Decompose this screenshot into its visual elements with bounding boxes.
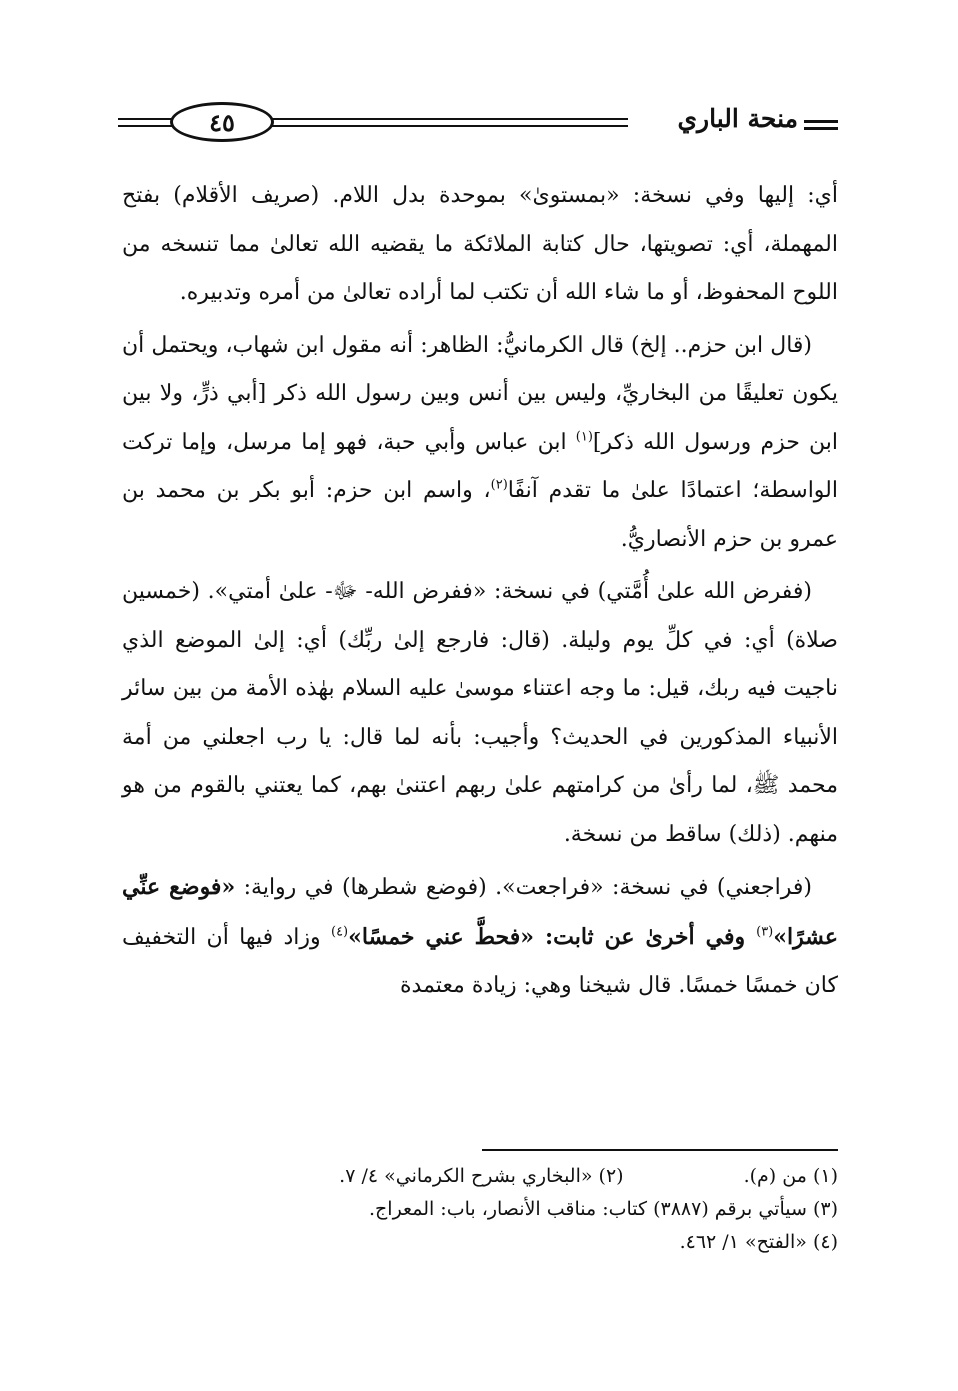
header-rule-left — [118, 118, 178, 132]
running-title: منحة الباري — [677, 104, 798, 133]
footnote-2: (٢) «البخاري بشرح الكرماني» ٤/ ٧. — [339, 1165, 624, 1187]
footnote-separator — [482, 1149, 838, 1151]
footnote-ref-3: (٣) — [756, 924, 774, 940]
footnote-1: (١) من (م). — [743, 1165, 838, 1187]
paragraph-2 — [122, 322, 838, 565]
paragraph-3: (ففرض الله علىٰ أُمَّتي) في نسخة: «ففرض الله- ﷻ- علىٰ أمتي». (خمسين صلاة) أي: في كلِّ يوم وليلة. (قال: فارجع إلىٰ ربِّك) أي: إلىٰ الموضع الذي ناجيت فيه ربك، قيل: ما وجه اعتناء موسىٰ عليه السلام بهٰذه الأمة من بين سائر الأنبياء المذكورين في الحديث؟ وأجيب: بأنه لما قال: يا رب اجعلني من أمة محمد ﷺ، لما رأىٰ من كرامتهم علىٰ ربهم اعتنىٰ بهم، كما يعتني بالقوم من هو منهم. (ذلك) ساقط من نسخة. — [122, 579, 838, 847]
header-rule-right — [266, 118, 628, 132]
paragraph-4-text-a: (فراجعني) في نسخة: «فراجعت». (فوضع شطرها) في رواية: — [235, 875, 812, 900]
paragraph-2-text-a: (قال ابن حزم.. إلخ) قال الكرمانيُّ: الظاهر: أنه مقول ابن شهاب، ويحتمل أن يكون تعليقًا من البخاريِّ، وليس بين أنس وبين رسول الله ذكر [أبي ذرٍّ، ولا بين ابن حزم ورسول الله ذكر] — [122, 332, 838, 455]
paragraph-4 — [122, 863, 838, 1011]
footnote-ref-1: (١) — [575, 429, 593, 445]
page-number: ٤٥ — [170, 102, 274, 142]
footnote-ref-2: (٢) — [490, 477, 508, 493]
paragraph-4-quote-2: وفي أخرىٰ عن ثابت: «فحطَّ عني خمسًا» — [348, 923, 757, 950]
paragraph-2-text-c: ، واسم ابن حزم: أبو بكر بن محمد بن عمرو بن حزم الأنصاريُّ. — [122, 478, 838, 552]
footnote-3: (٣) سيأتي برقم (٣٨٨٧) كتاب: مناقب الأنصار، باب: المعراج. — [368, 1198, 838, 1220]
header-dash-ornament — [804, 120, 838, 134]
page-header — [118, 100, 838, 150]
paragraph-4-text-c: وزاد فيها أن التخفيف كان خمسًا خمسًا. قال شيخنا وهي: زيادة معتمدة — [122, 924, 838, 998]
body-text — [122, 172, 838, 1015]
footnote-ref-4: (٤) — [330, 924, 349, 940]
paragraph-2-text-b: ابن عباس وأبي حبة، فهو إما مرسل، وإما تركت الواسطة؛ اعتمادًا علىٰ ما تقدم آنفًا — [122, 429, 838, 503]
footnotes — [122, 1160, 838, 1259]
paragraph-4-quote-1: «فوضع عنِّي عشرًا» — [122, 874, 839, 950]
footnote-4: (٤) «الفتح» ١/ ٤٦٢. — [679, 1231, 838, 1253]
paragraph-1: أي: إليها وفي نسخة: «بمستوىٰ» بموحدة بدل اللام. (صريف الأقلام) بفتح المهملة، أي: تصويتها، حال كتابة الملائكة ما يقضيه الله تعالىٰ مما تنسخه من اللوح المحفوظ، أو ما شاء الله أن تكتب لما أراده تعالىٰ من أمره وتدبيره. — [122, 183, 838, 305]
footnote-row-1 — [122, 1160, 838, 1193]
